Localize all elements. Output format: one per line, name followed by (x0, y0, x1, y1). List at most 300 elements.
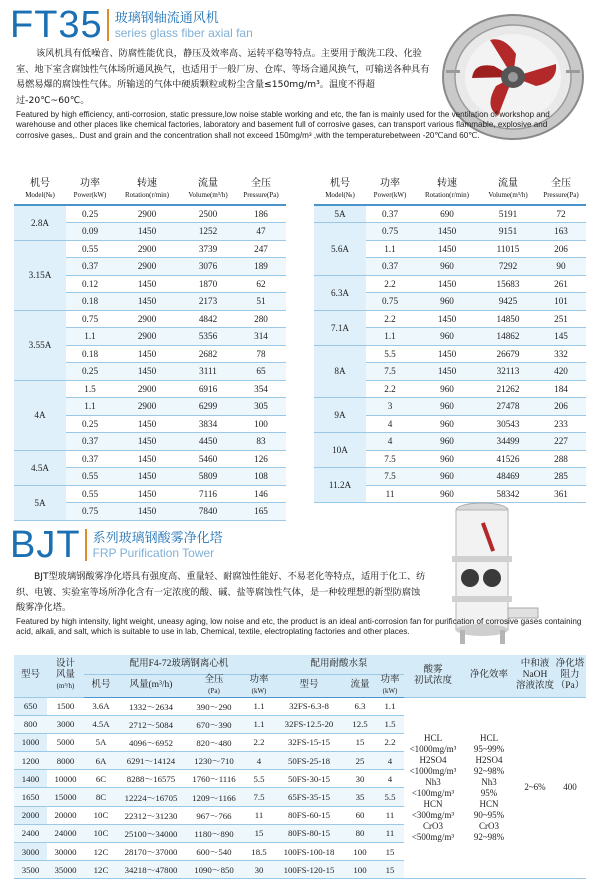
col-header-pump-flow: 流量 (344, 674, 376, 697)
naoh-concentration-cell: 2~6% (516, 697, 554, 879)
power-cell: 1.1 (366, 240, 414, 258)
table-row (14, 450, 286, 468)
fan-power-cell: 1.1 (244, 697, 274, 715)
power-cell: 0.37 (366, 205, 414, 223)
table-row (314, 433, 586, 451)
fan-pressure-cell: 967～766 (184, 806, 244, 824)
rotation-cell: 1450 (114, 223, 180, 241)
col-header-naoh: 中和液 NaOH 溶液浓度 (516, 655, 554, 697)
pump-model-cell: 80FS-60-15 (274, 806, 344, 824)
rotation-cell: 2900 (114, 258, 180, 276)
rotation-cell: 960 (414, 450, 480, 468)
pressure-cell: 163 (536, 223, 586, 241)
power-cell: 1.5 (66, 380, 114, 398)
efficiency-cell (462, 697, 516, 879)
pressure-cell: 186 (236, 205, 286, 223)
fan-power-cell: 11 (244, 806, 274, 824)
ft35-header (10, 6, 253, 44)
bjt-title-cn: 系列玻璃钢酸雾净化塔 (92, 530, 223, 546)
pump-flow-cell: 100 (344, 861, 376, 879)
volume-cell: 15683 (480, 275, 536, 293)
power-cell: 0.37 (366, 258, 414, 276)
volume-cell: 9425 (480, 293, 536, 311)
rotation-cell: 1450 (114, 503, 180, 521)
volume-cell: 2500 (180, 205, 236, 223)
fan-volume-cell: 2712～5084 (118, 715, 184, 733)
design-air-cell: 30000 (47, 843, 84, 861)
pump-power-cell: 2.2 (376, 733, 404, 751)
pressure-cell: 100 (236, 415, 286, 433)
rotation-cell: 1450 (414, 363, 480, 381)
pump-model-cell: 32FS-12.5-20 (274, 715, 344, 733)
model-cell: 800 (14, 715, 47, 733)
power-cell: 0.37 (66, 433, 114, 451)
power-cell: 0.75 (366, 293, 414, 311)
rotation-cell: 2900 (114, 310, 180, 328)
model-cell: 650 (14, 697, 47, 715)
pressure-cell: 65 (236, 363, 286, 381)
model-cell: 5A (314, 205, 366, 223)
volume-cell: 41526 (480, 450, 536, 468)
col-header-model: 机号 Model(№) (14, 173, 66, 205)
pump-power-cell: 4 (376, 752, 404, 770)
bjt-code: BJT (10, 524, 81, 566)
volume-cell: 34499 (480, 433, 536, 451)
table-row (14, 240, 286, 258)
rotation-cell: 1450 (414, 223, 480, 241)
rotation-cell: 2900 (114, 328, 180, 346)
efficiency-line: 92~98% (473, 831, 505, 842)
rotation-cell: 960 (414, 293, 480, 311)
volume-cell: 26679 (480, 345, 536, 363)
fan-pressure-cell: 1209～1166 (184, 788, 244, 806)
efficiency-line: 95% (480, 787, 498, 798)
volume-cell: 32113 (480, 363, 536, 381)
efficiency-line: HCN (479, 798, 499, 809)
bjt-title-en: FRP Purification Tower (92, 545, 215, 560)
efficiency-line: H2SO4 (475, 754, 503, 765)
pressure-cell: 420 (536, 363, 586, 381)
power-cell: 0.37 (66, 258, 114, 276)
pressure-cell: 78 (236, 345, 286, 363)
fan-pressure-cell: 820～480 (184, 733, 244, 751)
ft35-code: FT35 (10, 4, 103, 46)
fan-pressure-cell: 1090～850 (184, 861, 244, 879)
volume-cell: 48469 (480, 468, 536, 486)
volume-cell: 14862 (480, 328, 536, 346)
rotation-cell: 960 (414, 485, 480, 503)
table-row (14, 485, 286, 503)
rotation-cell: 2900 (114, 380, 180, 398)
efficiency-line: 90~95% (473, 809, 505, 820)
pressure-cell: 101 (536, 293, 586, 311)
concentration-line: HCL (424, 732, 442, 743)
volume-cell: 2682 (180, 345, 236, 363)
power-cell: 0.75 (66, 503, 114, 521)
volume-cell: 11015 (480, 240, 536, 258)
volume-cell: 7840 (180, 503, 236, 521)
pump-power-cell: 15 (376, 843, 404, 861)
pump-flow-cell: 12.5 (344, 715, 376, 733)
pressure-cell: 233 (536, 415, 586, 433)
power-cell: 0.55 (66, 485, 114, 503)
fan-no-cell: 12C (84, 861, 118, 879)
table-row (314, 223, 586, 241)
model-cell: 11.2A (314, 468, 366, 503)
model-cell: 8A (314, 345, 366, 398)
ft35-description-cn: 该风机具有低噪音、防腐性能优良，静压及效率高、运转平稳等特点。主要用于酸洗工段、化验室、地下室含腐蚀性气体场所通风换气，也适用于一般厂房、仓库、等场合通风换气，可输送各种具有易燃易爆的腐蚀性气体。所输送的气体中硬质颗粒或粉尘含量≤150mg/m³。温度不得超过-20℃~60℃。 (16, 48, 430, 106)
model-cell: 1400 (14, 770, 47, 788)
pressure-cell: 285 (536, 468, 586, 486)
model-cell: 2.8A (14, 205, 66, 240)
col-header-design-air: 设计 风量 (m³/h) (47, 655, 84, 697)
model-cell: 3000 (14, 843, 47, 861)
table-row (314, 398, 586, 416)
power-cell: 5.5 (366, 345, 414, 363)
pump-power-cell: 4 (376, 770, 404, 788)
power-cell: 0.12 (66, 275, 114, 293)
volume-cell: 30543 (480, 415, 536, 433)
volume-cell: 6916 (180, 380, 236, 398)
fan-volume-cell: 25100～34000 (118, 824, 184, 842)
fan-volume-cell: 28170～37000 (118, 843, 184, 861)
col-header-power: 功率 Power(kW) (366, 173, 414, 205)
fan-power-cell: 1.1 (244, 715, 274, 733)
fan-pressure-cell: 390～290 (184, 697, 244, 715)
model-cell: 7.1A (314, 310, 366, 345)
fan-power-cell: 15 (244, 824, 274, 842)
fan-volume-cell: 8288～16575 (118, 770, 184, 788)
pump-model-cell: 32FS-15-15 (274, 733, 344, 751)
pump-model-cell: 65FS-35-15 (274, 788, 344, 806)
pressure-cell: 72 (536, 205, 586, 223)
volume-cell: 5460 (180, 450, 236, 468)
fan-pressure-cell: 1230～710 (184, 752, 244, 770)
col-header-rotation: 转速 Rotation(r/min) (414, 173, 480, 205)
pressure-cell: 189 (236, 258, 286, 276)
rotation-cell: 1450 (114, 345, 180, 363)
pressure-cell: 83 (236, 433, 286, 451)
volume-cell: 1870 (180, 275, 236, 293)
design-air-cell: 5000 (47, 733, 84, 751)
pressure-cell: 261 (536, 275, 586, 293)
model-cell: 2400 (14, 824, 47, 842)
pump-flow-cell: 30 (344, 770, 376, 788)
pump-flow-cell: 35 (344, 788, 376, 806)
col-header-volume: 流量 Volume(m³/h) (180, 173, 236, 205)
pump-power-cell: 1.1 (376, 697, 404, 715)
volume-cell: 3076 (180, 258, 236, 276)
pump-model-cell: 50FS-25-18 (274, 752, 344, 770)
pressure-cell: 206 (536, 398, 586, 416)
fan-no-cell: 4.5A (84, 715, 118, 733)
rotation-cell: 690 (414, 205, 480, 223)
col-header-efficiency: 净化效率 (462, 655, 516, 697)
pressure-cell: 280 (236, 310, 286, 328)
design-air-cell: 20000 (47, 806, 84, 824)
model-cell: 1000 (14, 733, 47, 751)
table-row (14, 697, 586, 715)
concentration-cell (404, 697, 462, 879)
pressure-cell: 305 (236, 398, 286, 416)
power-cell: 0.75 (366, 223, 414, 241)
concentration-line: H2SO4 (419, 754, 447, 765)
design-air-cell: 8000 (47, 752, 84, 770)
model-cell: 3500 (14, 861, 47, 879)
table-row (14, 205, 286, 223)
volume-cell: 58342 (480, 485, 536, 503)
bjt-spec-table (14, 655, 586, 879)
rotation-cell: 960 (414, 415, 480, 433)
col-header-model: 机号 Model(№) (314, 173, 366, 205)
design-air-cell: 1500 (47, 697, 84, 715)
fan-volume-cell: 22312～31230 (118, 806, 184, 824)
pressure-cell: 90 (536, 258, 586, 276)
table-row (314, 205, 586, 223)
pump-model-cell: 50FS-30-15 (274, 770, 344, 788)
rotation-cell: 1450 (414, 275, 480, 293)
fan-no-cell: 8C (84, 788, 118, 806)
power-cell: 1.1 (66, 398, 114, 416)
fan-pressure-cell: 670～390 (184, 715, 244, 733)
header-divider (107, 9, 109, 41)
col-header-resistance: 净化塔 阻力 （Pa） (554, 655, 586, 697)
col-header-concentration: 酸雾 初试浓度 (404, 655, 462, 697)
power-cell: 2.2 (366, 275, 414, 293)
concentration-line: HCN (423, 798, 443, 809)
bjt-header (10, 526, 223, 564)
pump-power-cell: 15 (376, 861, 404, 879)
volume-cell: 6299 (180, 398, 236, 416)
fan-power-cell: 2.2 (244, 733, 274, 751)
volume-cell: 5356 (180, 328, 236, 346)
table-row (14, 310, 286, 328)
fan-power-cell: 18.5 (244, 843, 274, 861)
rotation-cell: 960 (414, 398, 480, 416)
concentration-line: <100mg/m³ (411, 787, 455, 798)
rotation-cell: 1450 (114, 468, 180, 486)
ft35-spec-table-left (14, 173, 286, 521)
volume-cell: 3834 (180, 415, 236, 433)
power-cell: 11 (366, 485, 414, 503)
power-cell: 1.1 (66, 328, 114, 346)
volume-cell: 2173 (180, 293, 236, 311)
rotation-cell: 960 (414, 380, 480, 398)
rotation-cell: 1450 (114, 433, 180, 451)
model-cell: 5.6A (314, 223, 366, 276)
concentration-line: <500mg/m³ (411, 831, 455, 842)
ft35-spec-table-right (314, 173, 586, 503)
col-header-pump-model: 型号 (274, 674, 344, 697)
fan-power-cell: 30 (244, 861, 274, 879)
rotation-cell: 1450 (114, 415, 180, 433)
table-row (14, 380, 286, 398)
power-cell: 0.09 (66, 223, 114, 241)
pump-flow-cell: 6.3 (344, 697, 376, 715)
ft35-title-en: series glass fiber axial fan (114, 25, 253, 40)
efficiency-line: 95~99% (473, 743, 505, 754)
power-cell: 7.5 (366, 450, 414, 468)
col-header-fan-pressure: 全压 (Pa) (184, 674, 244, 697)
fan-volume-cell: 1332～2634 (118, 697, 184, 715)
volume-cell: 3111 (180, 363, 236, 381)
rotation-cell: 2900 (114, 205, 180, 223)
rotation-cell: 1450 (414, 345, 480, 363)
pump-model-cell: 100FS-100-18 (274, 843, 344, 861)
volume-cell: 7116 (180, 485, 236, 503)
fan-no-cell: 10C (84, 806, 118, 824)
col-header-pump-power: 功率 (kW) (376, 674, 404, 697)
fan-no-cell: 6C (84, 770, 118, 788)
rotation-cell: 1450 (114, 293, 180, 311)
fan-no-cell: 3.6A (84, 697, 118, 715)
pressure-cell: 361 (536, 485, 586, 503)
pressure-cell: 247 (236, 240, 286, 258)
fan-no-cell: 10C (84, 824, 118, 842)
design-air-cell: 24000 (47, 824, 84, 842)
volume-cell: 27478 (480, 398, 536, 416)
efficiency-line: CrO3 (479, 820, 499, 831)
pump-model-cell: 80FS-80-15 (274, 824, 344, 842)
col-header-fan-volume: 风量(m³/h) (118, 674, 184, 697)
pressure-cell: 354 (236, 380, 286, 398)
fan-no-cell: 6A (84, 752, 118, 770)
pump-power-cell: 5.5 (376, 788, 404, 806)
concentration-line: CrO3 (423, 820, 443, 831)
pump-flow-cell: 15 (344, 733, 376, 751)
power-cell: 0.25 (66, 415, 114, 433)
pump-model-cell: 32FS-6.3-8 (274, 697, 344, 715)
col-header-pressure: 全压 Pressure(Pa) (236, 173, 286, 205)
concentration-line: <1000mg/m³ (409, 765, 457, 776)
power-cell: 0.75 (66, 310, 114, 328)
volume-cell: 21262 (480, 380, 536, 398)
power-cell: 0.18 (66, 345, 114, 363)
fan-no-cell: 12C (84, 843, 118, 861)
volume-cell: 7292 (480, 258, 536, 276)
col-header-fan-power: 功率 (kW) (244, 674, 274, 697)
col-header-model: 型号 (14, 655, 47, 697)
pressure-cell: 108 (236, 468, 286, 486)
ft35-title-cn: 玻璃钢轴流通风机 (114, 10, 219, 26)
efficiency-line: 92~98% (473, 765, 505, 776)
model-cell: 4A (14, 380, 66, 450)
pump-model-cell: 100FS-120-15 (274, 861, 344, 879)
power-cell: 0.55 (66, 468, 114, 486)
concentration-line: <300mg/m³ (411, 809, 455, 820)
pressure-cell: 62 (236, 275, 286, 293)
col-header-pressure: 全压 Pressure(Pa) (536, 173, 586, 205)
fan-power-cell: 5.5 (244, 770, 274, 788)
power-cell: 4 (366, 433, 414, 451)
pressure-cell: 126 (236, 450, 286, 468)
col-header-fan-no: 机号 (84, 674, 118, 697)
power-cell: 0.55 (66, 240, 114, 258)
col-group-pump: 配用耐酸水泵 (274, 655, 404, 674)
col-group-fan: 配用F4-72玻璃钢离心机 (84, 655, 274, 674)
design-air-cell: 3000 (47, 715, 84, 733)
model-cell: 5A (14, 485, 66, 520)
model-cell: 6.3A (314, 275, 366, 310)
model-cell: 10A (314, 433, 366, 468)
model-cell: 4.5A (14, 450, 66, 485)
ft35-description-en: Featured by high efficiency, anti-corrosion, static pressure,low noise stable working and etc, the fan is mainly used for the ventilation of workshop and warehouse and other places like chemical factories, laboratory and basement full of corrosive gases, can transport various flammable, explosive and corrosive gases,. Dust and grain and the concentration shall not exceed 150mg/m³ ,with the temperaturebetween -20℃and 60℃. (16, 110, 550, 140)
volume-cell: 4842 (180, 310, 236, 328)
rotation-cell: 960 (414, 258, 480, 276)
table-row (314, 345, 586, 363)
pressure-cell: 251 (536, 310, 586, 328)
power-cell: 7.5 (366, 363, 414, 381)
model-cell: 3.55A (14, 310, 66, 380)
pressure-cell: 314 (236, 328, 286, 346)
rotation-cell: 2900 (114, 398, 180, 416)
fan-power-cell: 4 (244, 752, 274, 770)
power-cell: 1.1 (366, 328, 414, 346)
fan-pressure-cell: 600～540 (184, 843, 244, 861)
rotation-cell: 1450 (114, 275, 180, 293)
fan-volume-cell: 6291～14124 (118, 752, 184, 770)
pump-flow-cell: 100 (344, 843, 376, 861)
fan-no-cell: 5A (84, 733, 118, 751)
volume-cell: 1252 (180, 223, 236, 241)
fan-volume-cell: 34218～47800 (118, 861, 184, 879)
power-cell: 7.5 (366, 468, 414, 486)
fan-volume-cell: 4096～6952 (118, 733, 184, 751)
power-cell: 0.25 (66, 363, 114, 381)
resistance-cell: 400 (554, 697, 586, 879)
design-air-cell: 35000 (47, 861, 84, 879)
header-divider (85, 529, 87, 561)
concentration-line: Nh3 (425, 776, 441, 787)
design-air-cell: 15000 (47, 788, 84, 806)
pressure-cell: 165 (236, 503, 286, 521)
design-air-cell: 10000 (47, 770, 84, 788)
rotation-cell: 1450 (114, 450, 180, 468)
pump-power-cell: 11 (376, 806, 404, 824)
rotation-cell: 1450 (414, 240, 480, 258)
pressure-cell: 206 (536, 240, 586, 258)
bjt-description-en: Featured by high intensity, light weight, uneasy aging, low noise and etc, the product is an ideal anti-corrosion fan for purification of corrosive gases containing acid, alkali, and salt, which is suitable to use in lab, Chemical, textile, electroplating factories and other places. (16, 617, 582, 637)
volume-cell: 5191 (480, 205, 536, 223)
table-row (314, 468, 586, 486)
pressure-cell: 145 (536, 328, 586, 346)
table-row (314, 310, 586, 328)
power-cell: 0.25 (66, 205, 114, 223)
rotation-cell: 1450 (114, 485, 180, 503)
pressure-cell: 51 (236, 293, 286, 311)
col-header-power: 功率 Power(kW) (66, 173, 114, 205)
pump-flow-cell: 25 (344, 752, 376, 770)
pump-power-cell: 11 (376, 824, 404, 842)
efficiency-line: HCL (480, 732, 498, 743)
model-cell: 2000 (14, 806, 47, 824)
model-cell: 9A (314, 398, 366, 433)
pressure-cell: 288 (536, 450, 586, 468)
model-cell: 3.15A (14, 240, 66, 310)
table-row (314, 275, 586, 293)
efficiency-line: Nh3 (481, 776, 497, 787)
pressure-cell: 184 (536, 380, 586, 398)
rotation-cell: 960 (414, 433, 480, 451)
concentration-line: <1000mg/m³ (409, 743, 457, 754)
rotation-cell: 960 (414, 468, 480, 486)
bjt-description-cn: BJT型玻璃钢酸雾净化塔具有强度高、重量轻、耐腐蚀性能好、不易老化等特点，适用于化工、纺织、电镀、实验室等场所净化含有一定浓度的酸、碱、盐等腐蚀性气体，是一种较理想的新型防腐蚀酸雾净化塔。 (16, 571, 426, 613)
pressure-cell: 146 (236, 485, 286, 503)
power-cell: 0.37 (66, 450, 114, 468)
model-cell: 1200 (14, 752, 47, 770)
fan-pressure-cell: 1760～1116 (184, 770, 244, 788)
col-header-volume: 流量 Volume(m³/h) (480, 173, 536, 205)
